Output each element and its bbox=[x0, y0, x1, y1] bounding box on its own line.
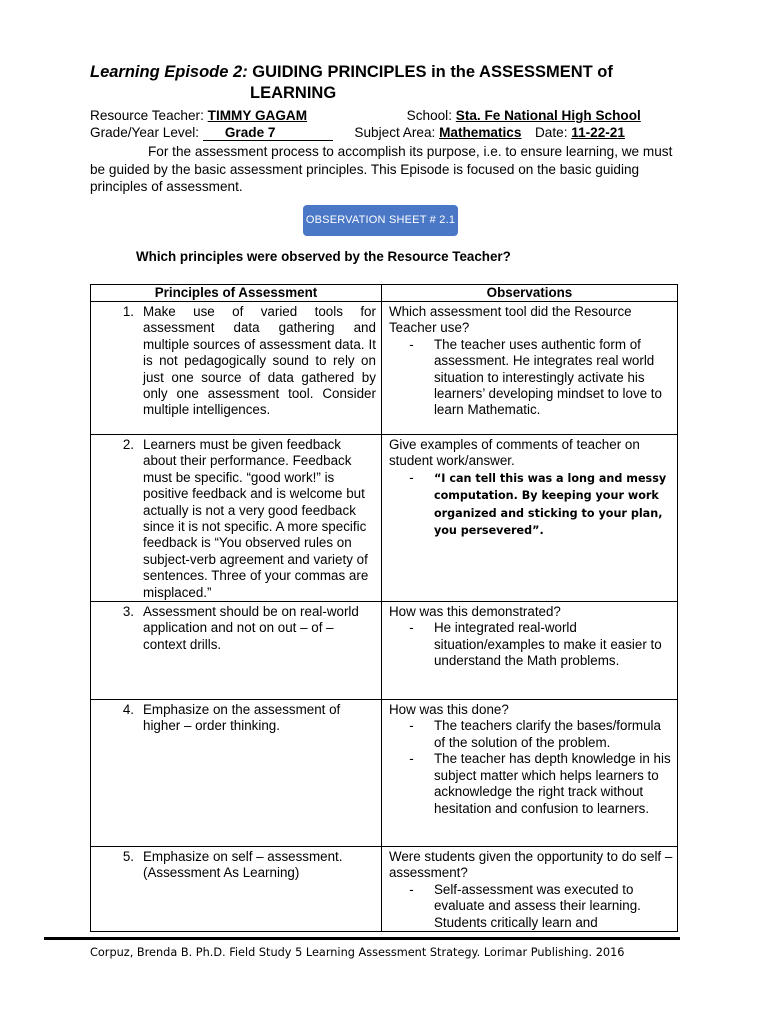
school-label: School: bbox=[406, 108, 452, 123]
title-line2: LEARNING bbox=[250, 84, 337, 102]
observation-bullet: The teacher has depth knowledge in his subject matter which helps learners to acknowledge the right track without hesitation and confusion to learners. bbox=[433, 751, 671, 816]
observation-prompt: Which assessment tool did the Resource Teacher use? bbox=[388, 304, 632, 336]
episode-label: Learning Episode 2: bbox=[90, 63, 248, 81]
principle-number: 1. bbox=[122, 304, 134, 319]
observation-bullet: Self-assessment was executed to evaluate and assess their learning. Students critically learn and bbox=[433, 881, 641, 930]
principle-text: Learners must be given feedback about their performance. Feedback must be specific. “good work!” is positive feedback and is welcome but actually is not a very good feedback since it is not specific. A more specific feedback is “You observed rules on subject-verb agreement and variety of sentences. Three of your commas are misplaced.” bbox=[143, 437, 369, 600]
observation-bullet: The teachers clarify the bases/formula of the solution of the problem. bbox=[433, 718, 661, 750]
bullet-dash: - bbox=[409, 336, 414, 352]
subject-value: Mathematics bbox=[439, 125, 522, 140]
observation-cell bbox=[381, 700, 677, 847]
footer-citation: Corpuz, Brenda B. Ph.D. Field Study 5 Learning Assessment Strategy. Lorimar Publishing. 2016 bbox=[90, 946, 625, 959]
observation-prompt: How was this demonstrated? bbox=[388, 604, 561, 620]
grade-value: Grade 7 bbox=[203, 125, 333, 141]
table-header-row bbox=[91, 285, 678, 302]
date-label: Date: bbox=[534, 125, 568, 140]
observation-bullet: The teacher uses authentic form of assessment. He integrates real world situation to interestingly activate his learners’ developing mindset to love to learn Mathematic. bbox=[433, 336, 662, 418]
table-row bbox=[91, 602, 678, 700]
bullet-dash: - bbox=[409, 751, 414, 767]
footer-divider bbox=[44, 937, 680, 940]
principle-number: 2. bbox=[122, 437, 134, 452]
principle-text: Assessment should be on real-world application and not on out – of – context drills. bbox=[143, 604, 359, 652]
principle-cell bbox=[91, 302, 382, 435]
table-row bbox=[91, 700, 678, 847]
observation-sheet-badge: OBSERVATION SHEET # 2.1 bbox=[303, 205, 458, 236]
principle-number: 4. bbox=[122, 702, 134, 718]
bullet-dash: - bbox=[409, 469, 414, 485]
observation-cell bbox=[381, 847, 677, 932]
observation-prompt: Were students given the opportunity to do self – assessment? bbox=[388, 849, 673, 881]
principle-cell bbox=[91, 435, 382, 602]
bullet-dash: - bbox=[409, 718, 414, 734]
table-row bbox=[91, 435, 678, 602]
bullet-dash: - bbox=[409, 881, 414, 897]
school-value: Sta. Fe National High School bbox=[455, 108, 641, 123]
resource-teacher-label: Resource Teacher: bbox=[90, 108, 204, 123]
page-title bbox=[90, 62, 690, 104]
observation-bullet: “I can tell this was a long and messy computation. By keeping your work organized and sticking to your plan, you persevered”. bbox=[433, 471, 667, 538]
title-text: GUIDING PRINCIPLES in the ASSESSMENT of bbox=[252, 63, 613, 81]
principle-text: Emphasize on the assessment of higher – order thinking. bbox=[143, 702, 341, 734]
subject-label: Subject Area: bbox=[354, 125, 436, 140]
resource-teacher-value: TIMMY GAGAM bbox=[207, 108, 308, 123]
observation-table bbox=[90, 284, 678, 932]
observation-cell bbox=[381, 602, 677, 700]
observation-bullet: He integrated real-world situation/examples to make it easier to understand the Math problems. bbox=[433, 620, 662, 669]
meta-row-2 bbox=[90, 124, 625, 141]
date-value: 11-22-21 bbox=[571, 125, 625, 140]
observation-cell bbox=[381, 435, 677, 602]
principle-number: 3. bbox=[122, 604, 134, 620]
col-header-observations: Observations bbox=[381, 285, 677, 302]
table-row bbox=[91, 847, 678, 932]
principle-text: Emphasize on self – assessment. (Assessment As Learning) bbox=[143, 849, 343, 881]
principle-cell bbox=[91, 602, 382, 700]
observation-cell bbox=[381, 302, 677, 435]
observation-prompt: How was this done? bbox=[388, 702, 509, 718]
meta-row-1 bbox=[90, 107, 641, 124]
bullet-dash: - bbox=[409, 620, 414, 636]
question-heading: Which principles were observed by the Resource Teacher? bbox=[136, 249, 511, 264]
intro-paragraph: For the assessment process to accomplish its purpose, i.e. to ensure learning, we must be guided by the basic assessment principles. This Episode is focused on the basic guiding principles of assessment. bbox=[90, 144, 673, 194]
col-header-principles: Principles of Assessment bbox=[91, 285, 382, 302]
principle-number: 5. bbox=[122, 849, 134, 865]
principle-cell bbox=[91, 847, 382, 932]
principle-cell bbox=[91, 700, 382, 847]
grade-label: Grade/Year Level: bbox=[90, 125, 200, 140]
table-row bbox=[91, 302, 678, 435]
principle-text: Make use of varied tools for assessment data gathering and multiple sources of assessment data. It is not pedagogically sound to rely on just one source of data gathered by only one assessment tool. Consider multiple intelligences. bbox=[143, 304, 376, 418]
observation-prompt: Give examples of comments of teacher on student work/answer. bbox=[388, 437, 640, 469]
